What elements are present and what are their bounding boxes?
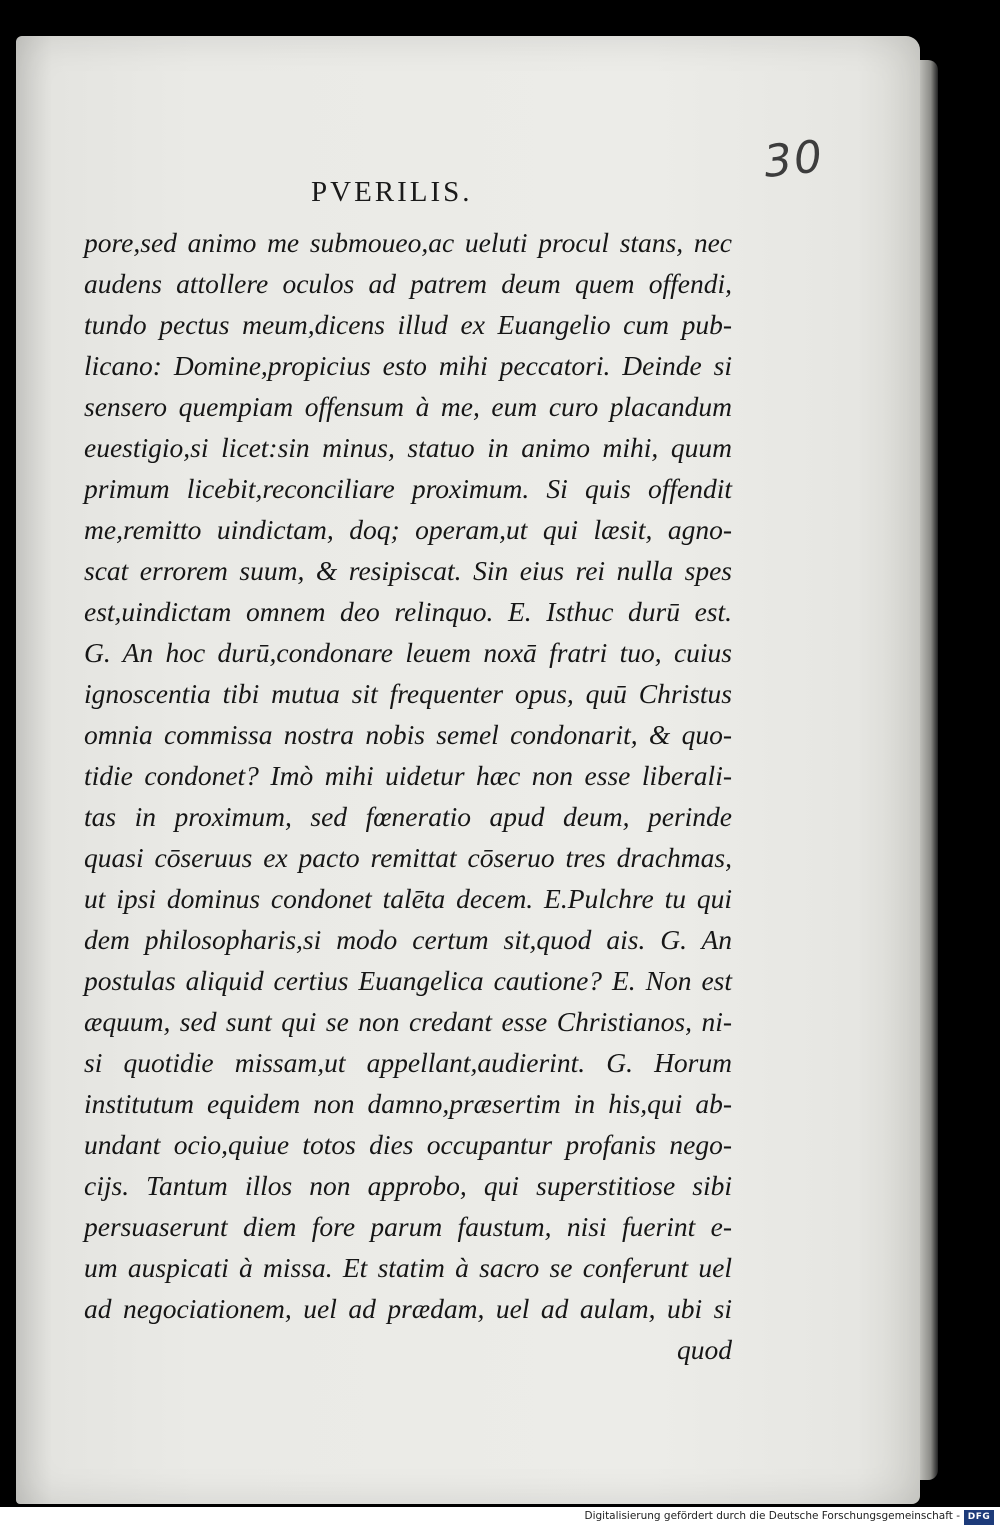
text-line: undant ocio,quiue totos dies occupantur profanis nego-	[84, 1129, 732, 1160]
text-line: institutum equidem non damno,præsertim in his,qui ab-	[84, 1088, 732, 1119]
footer-bar	[0, 1507, 1000, 1529]
text-line: tidie condonet? Imò mihi uidetur hæc non esse liberali-	[84, 760, 732, 791]
book-page	[16, 36, 920, 1504]
funding-credit: Digitalisierung gefördert durch die Deutsche Forschungsgemeinschaft -	[584, 1510, 960, 1522]
text-line: persuaserunt diem fore parum faustum, nisi fuerint e-	[84, 1211, 732, 1242]
text-line: licano: Domine,propicius esto mihi peccatori. Deinde si	[84, 350, 732, 381]
running-head: PVERILIS.	[311, 176, 473, 208]
text-line: est,uindictam omnem deo relinquo. E. Isthuc durū est.	[84, 596, 732, 627]
text-line: tas in proximum, sed fœneratio apud deum, perinde	[84, 801, 732, 832]
text-line: ignoscentia tibi mutua sit frequenter opus, quū Christus	[84, 678, 732, 709]
text-line: G. An hoc durū,condonare leuem noxā fratri tuo, cuius	[84, 637, 732, 668]
dfg-logo: DFG	[964, 1510, 994, 1525]
text-line: æquum, sed sunt qui se non credant esse Christianos, ni-	[84, 1006, 732, 1037]
catchword: quod	[677, 1334, 732, 1365]
text-line: dem philosopharis,si modo certum sit,quod ais. G. An	[84, 924, 732, 955]
text-line: si quotidie missam,ut appellant,audierint. G. Horum	[84, 1047, 732, 1078]
folio-number: 30	[761, 131, 827, 188]
text-line: pore,sed animo me submoueo,ac ueluti procul stans, nec	[84, 227, 732, 258]
text-line: quasi cōseruus ex pacto remittat cōseruo tres drachmas,	[84, 842, 732, 873]
body-text	[84, 222, 732, 1370]
text-line: euestigio,si licet:sin minus, statuo in animo mihi, quum	[84, 432, 732, 463]
text-line: postulas aliquid certius Euangelica cautione? E. Non est	[84, 965, 732, 996]
text-line: sensero quempiam offensum à me, eum curo placandum	[84, 391, 732, 422]
text-line: um auspicati à missa. Et statim à sacro se conferunt uel	[84, 1252, 732, 1283]
text-line: cijs. Tantum illos non approbo, qui superstitiose sibi	[84, 1170, 732, 1201]
text-line: audens attollere oculos ad patrem deum quem offendi,	[84, 268, 732, 299]
text-line: ad negociationem, uel ad prædam, uel ad aulam, ubi si	[84, 1293, 732, 1324]
page-edge	[920, 60, 938, 1480]
text-line: primum licebit,reconciliare proximum. Si quis offendit	[84, 473, 732, 504]
text-line: tundo pectus meum,dicens illud ex Euangelio cum pub-	[84, 309, 732, 340]
text-line: me,remitto uindictam, doq; operam,ut qui læsit, agno-	[84, 514, 732, 545]
text-line: omnia commissa nostra nobis semel condonarit, & quo-	[84, 719, 732, 750]
text-line: ut ipsi dominus condonet talēta decem. E.Pulchre tu qui	[84, 883, 732, 914]
text-line: scat errorem suum, & resipiscat. Sin eius rei nulla spes	[84, 555, 732, 586]
